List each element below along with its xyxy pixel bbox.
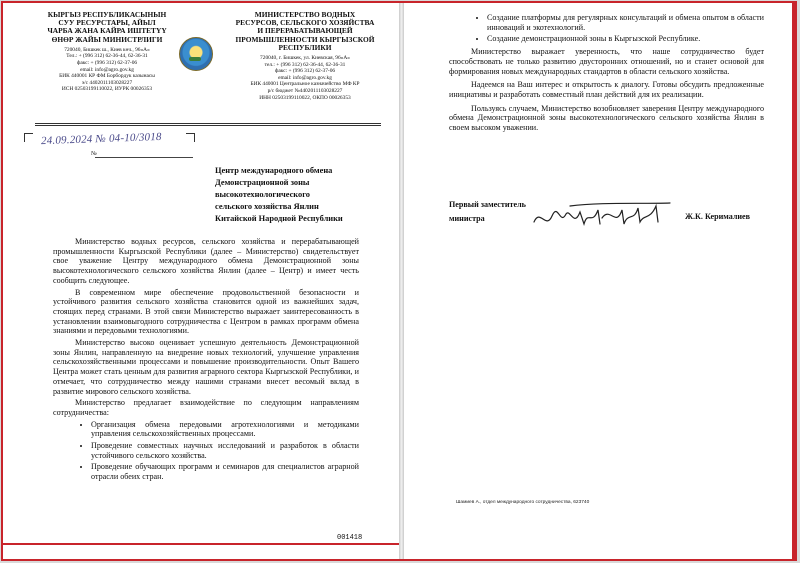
signatory-title-line: министра bbox=[449, 214, 485, 223]
letterhead-rule bbox=[35, 123, 381, 124]
fax-kyrgyz: факс: + (996 312) 62-37-06 bbox=[76, 60, 138, 66]
signatory-name: Ж.К. Керималиев bbox=[685, 212, 751, 221]
letter-body-left bbox=[53, 237, 359, 484]
addressee-line: Демонстрационной зоны bbox=[215, 178, 310, 188]
address-russian: 720040, г. Бишкек, ул. Киевская, 96«А» bbox=[260, 55, 350, 62]
bank-russian: БИК 440001 Центральное казначейство МФ КР bbox=[250, 81, 360, 88]
paragraph: Пользуясь случаем, Министерство возобновляет заверения Центру международного обмена Демонстрационной зоны высокотехнологического сельского хозяйства Янлин в своем высоком уважении. bbox=[449, 103, 764, 133]
page-right bbox=[404, 3, 795, 559]
account-russian: р/с бюджет №4402011103028227 bbox=[267, 87, 343, 94]
list-item: • Создание демонстрационной зоны в Кыргызской Республике. bbox=[487, 34, 764, 44]
paragraph: Министерство предлагает взаимодействие по следующим направлениям сотрудничества: bbox=[53, 398, 359, 417]
addressee-line: высокотехнологического bbox=[215, 190, 310, 200]
inn-russian: ИНН 02503199110022, ОКПО 00026353 bbox=[259, 94, 351, 101]
phone-kyrgyz: Тел.: + (996 312) 62-36-44, 62-36-31 bbox=[66, 53, 148, 60]
document-number: 24.09.2024 № 04-10/3018 bbox=[40, 130, 162, 148]
corner-mark-right bbox=[186, 133, 195, 142]
email-russian: email: info@agro.gov.kg bbox=[278, 74, 332, 81]
bank-kyrgyz: БИК 440001 КР ФМ Борбордук казынасы bbox=[59, 73, 155, 80]
state-emblem-icon bbox=[179, 37, 213, 71]
list-item: • Создание платформы для регулярных консультаций и обмена опытом в области инноваций и экотехнологий. bbox=[487, 13, 764, 32]
number-label: № bbox=[91, 151, 97, 157]
inn-kyrgyz: ИСН 02503199110022, ИУРК 00026353 bbox=[61, 86, 153, 93]
handwritten-signature bbox=[530, 200, 680, 234]
email-kyrgyz: email: info@agro.gov.kg bbox=[80, 66, 134, 73]
address-kyrgyz: 720040, Бишкек ш., Киев көч., 96«А» bbox=[64, 46, 150, 53]
paragraph: Надеемся на Ваш интерес и открытость к диалогу. Готовы обсудить предложенные инициативы и разработать совместный план действий для их реализации. bbox=[449, 80, 764, 99]
cooperation-list bbox=[91, 420, 359, 482]
paragraph: В современном мире обеспечение продовольственной безопасности и устойчивого развития сельского хозяйства становится одной из важнейших задач, стоящих перед странами. В этой связи Министерство выражает заинтересованность в установлении взаимовыгодного сотрудничества с Центром в рамках программ обмена знаниями и передовыми технологиями. bbox=[53, 287, 359, 336]
letterhead-kyrgyz bbox=[47, 11, 167, 93]
list-item: • Организация обмена передовыми агротехнологиями и методиками управления сельскохозяйственных процессами. bbox=[91, 420, 359, 439]
addressee-block bbox=[215, 165, 375, 225]
corner-mark-left bbox=[24, 133, 33, 142]
document-spread bbox=[1, 1, 797, 561]
ministry-name-kyrgyz: КЫРГЫЗ РЕСПУБЛИКАСЫНЫН СУУ РЕСУРСТАРЫ, АЙЫЛ ЧАРБА ЖАНА КАЙРА ИШТЕТҮҮ ӨНӨР ЖАЙЫ МИНИСТРЛИГИ bbox=[47, 10, 167, 44]
account-kyrgyz: э/с 4402011103028227 bbox=[81, 79, 133, 86]
letter-body-right bbox=[449, 13, 764, 137]
paragraph: Министерство выражает уверенность, что наше сотрудничество будет способствовать не только развитию двусторонних отношений, но и станет основой для формирования новых международных стандартов в области сельского хозяйства. bbox=[449, 47, 764, 76]
list-item: • Проведение обучающих программ и семинаров для специалистов аграрной отрасли обеих стран. bbox=[91, 462, 359, 481]
cooperation-list-continued bbox=[487, 13, 764, 44]
addressee-line: Китайской Народной Республики bbox=[215, 214, 343, 224]
signatory-title bbox=[449, 198, 529, 226]
phone-russian: тел.: + (996 312) 62-36-44, 62-36-31 bbox=[264, 61, 346, 68]
list-item: • Проведение совместных научных исследований и разработок в области устойчивого сельского хозяйства. bbox=[91, 441, 359, 460]
addressee-line: Центр международного обмена bbox=[215, 166, 333, 175]
letterhead-rule-2 bbox=[35, 125, 381, 126]
signatory-title-line: Первый заместитель bbox=[449, 200, 526, 209]
letterhead-russian bbox=[235, 11, 375, 101]
paragraph: Министерство высоко оценивает успешную деятельность Демонстрационной зоны Янлин, направленную на внедрение новых технологий, улучшение управления сельскохозяйственными процессами и повышение производительности. Опыт Вашего Центра может стать ценным для развития аграрного сектора Кыргызской Республики, и отмечает, что сотрудничество между нашими странами внесет весомый вклад в развитие мирового сельского хозяйства. bbox=[53, 338, 359, 396]
paragraph: Министерство водных ресурсов, сельского хозяйства и перерабатывающей промышленности Кыргызской Республики (далее – Министерство) свидетельствует свое уважение Центру международного обмена Демонстрационной зоны высокотехнологического сельского хозяйства Янлин (далее – Центр) и имеет честь сообщить следующее. bbox=[53, 237, 359, 285]
number-line bbox=[95, 157, 193, 158]
ministry-name-russian: МИНИСТЕРСТВО ВОДНЫХ РЕСУРСОВ, СЕЛЬСКОГО ХОЗЯЙСТВА И ПЕРЕРАБАТЫВАЮЩЕЙ ПРОМЫШЛЕННОСТИ КЫРГЫЗСКОЙ РЕСПУБЛИКИ bbox=[235, 10, 375, 52]
addressee-line: сельского хозяйства Янлин bbox=[215, 202, 319, 212]
fax-russian: факс: + (996 312) 62-37-06 bbox=[274, 68, 336, 75]
page-left bbox=[3, 3, 400, 559]
reference-number: 001418 bbox=[337, 534, 363, 542]
executor-note: Шамиев А., отдел международного сотрудничества, 623740 bbox=[456, 500, 590, 505]
